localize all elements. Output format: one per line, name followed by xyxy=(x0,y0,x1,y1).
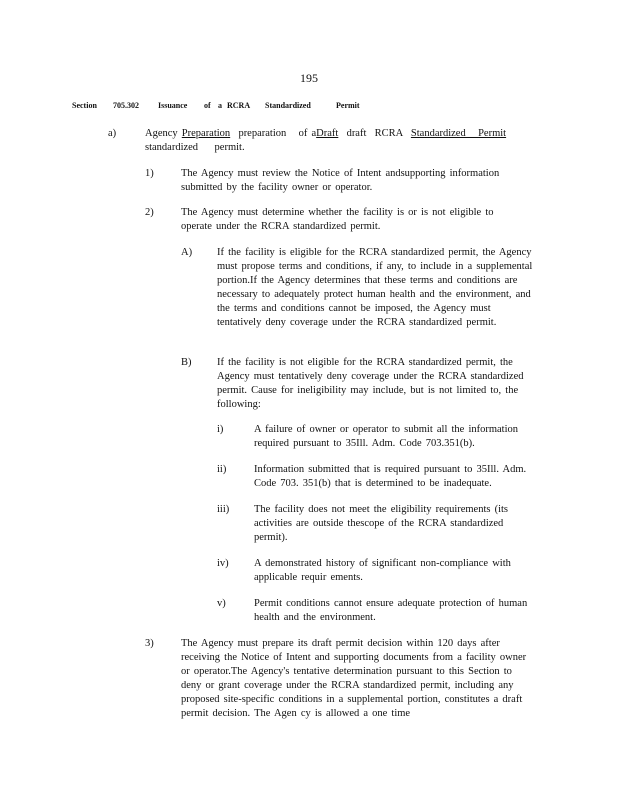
roman-i-label: i) xyxy=(217,424,224,435)
struck-word: Draft xyxy=(316,128,339,139)
heading-word: Standardized xyxy=(265,101,311,110)
subsection-a-label: a) xyxy=(108,128,117,139)
section-word: Section xyxy=(72,101,97,110)
roman-ii-label: ii) xyxy=(217,464,227,475)
subsection-a-text: Agency Preparation preparation of aDraft draft RCRA Standardized Permit standardized permit. xyxy=(145,128,519,153)
heading-word: Permit xyxy=(336,101,360,110)
item-1-label: 1) xyxy=(145,168,154,179)
item-1-text: The Agency must review the Notice of Intent andsupporting information submitted by the facility owner or operator. xyxy=(181,168,500,193)
heading-word: of xyxy=(204,101,211,110)
roman-i-text: A failure of owner or operator to submit all the information required pursuant to 35Ill. Adm. Code 703.351(b). xyxy=(254,424,519,449)
item-2b-text: If the facility is not eligible for the RCRA standardized permit, the Agency must tentatively deny coverage under the RCRA standardized permit. Cause for ineligibility may include, but is not limited to, the following: xyxy=(217,357,524,410)
heading-word: Issuance xyxy=(158,101,188,110)
item-3-label: 3) xyxy=(145,638,154,649)
struck-word: Standardized Permit xyxy=(410,128,507,139)
struck-word: Preparation xyxy=(181,128,231,139)
item-2a-label: A) xyxy=(181,247,193,258)
roman-iv-text: A demonstrated history of significant non-compliance with applicable requir ements. xyxy=(254,558,511,583)
item-2-label: 2) xyxy=(145,207,154,218)
item-3-text: The Agency must prepare its draft permit decision within 120 days after receiving the Notice of Intent and supporting documents from a facility owner or operator.The Agency's tentative determination pursuant to this Section to deny or grant coverage under the RCRA standardized permit, including any proposed site-specific conditions in a supplemental portion, constitutes a draft permit decision. The Agen cy is allowed a one time xyxy=(181,638,527,719)
section-heading xyxy=(72,101,372,115)
item-2-text: The Agency must determine whether the facility is or is not eligible to operate under the RCRA standardized permit. xyxy=(181,207,494,232)
roman-iii-label: iii) xyxy=(217,504,230,515)
item-2a-text: If the facility is eligible for the RCRA standardized permit, the Agency must propose terms and conditions, if any, to include in a supplemental portion.If the Agency determines that these terms and conditions are necessary to adequately protect human health and the environment, and the terms and conditions cannot be imposed, the Agency must tentatively deny coverage under the RCRA standardized permit. xyxy=(217,247,533,328)
roman-v-label: v) xyxy=(217,598,226,609)
roman-ii-text: Information submitted that is required pursuant to 35Ill. Adm. Code 703. 351(b) that is determined to be inadequate. xyxy=(254,464,527,489)
section-number: 705.302 xyxy=(113,101,139,110)
heading-word: RCRA xyxy=(227,101,251,110)
roman-iii-text: The facility does not meet the eligibility requirements (its activities are outside thescope of the RCRA standardized permit). xyxy=(254,504,509,543)
roman-iv-label: iv) xyxy=(217,558,229,569)
roman-v-text: Permit conditions cannot ensure adequate protection of human health and the environment. xyxy=(254,598,528,623)
item-2b-label: B) xyxy=(181,357,192,368)
heading-word: a xyxy=(218,101,222,110)
page-number: 195 xyxy=(300,71,318,85)
